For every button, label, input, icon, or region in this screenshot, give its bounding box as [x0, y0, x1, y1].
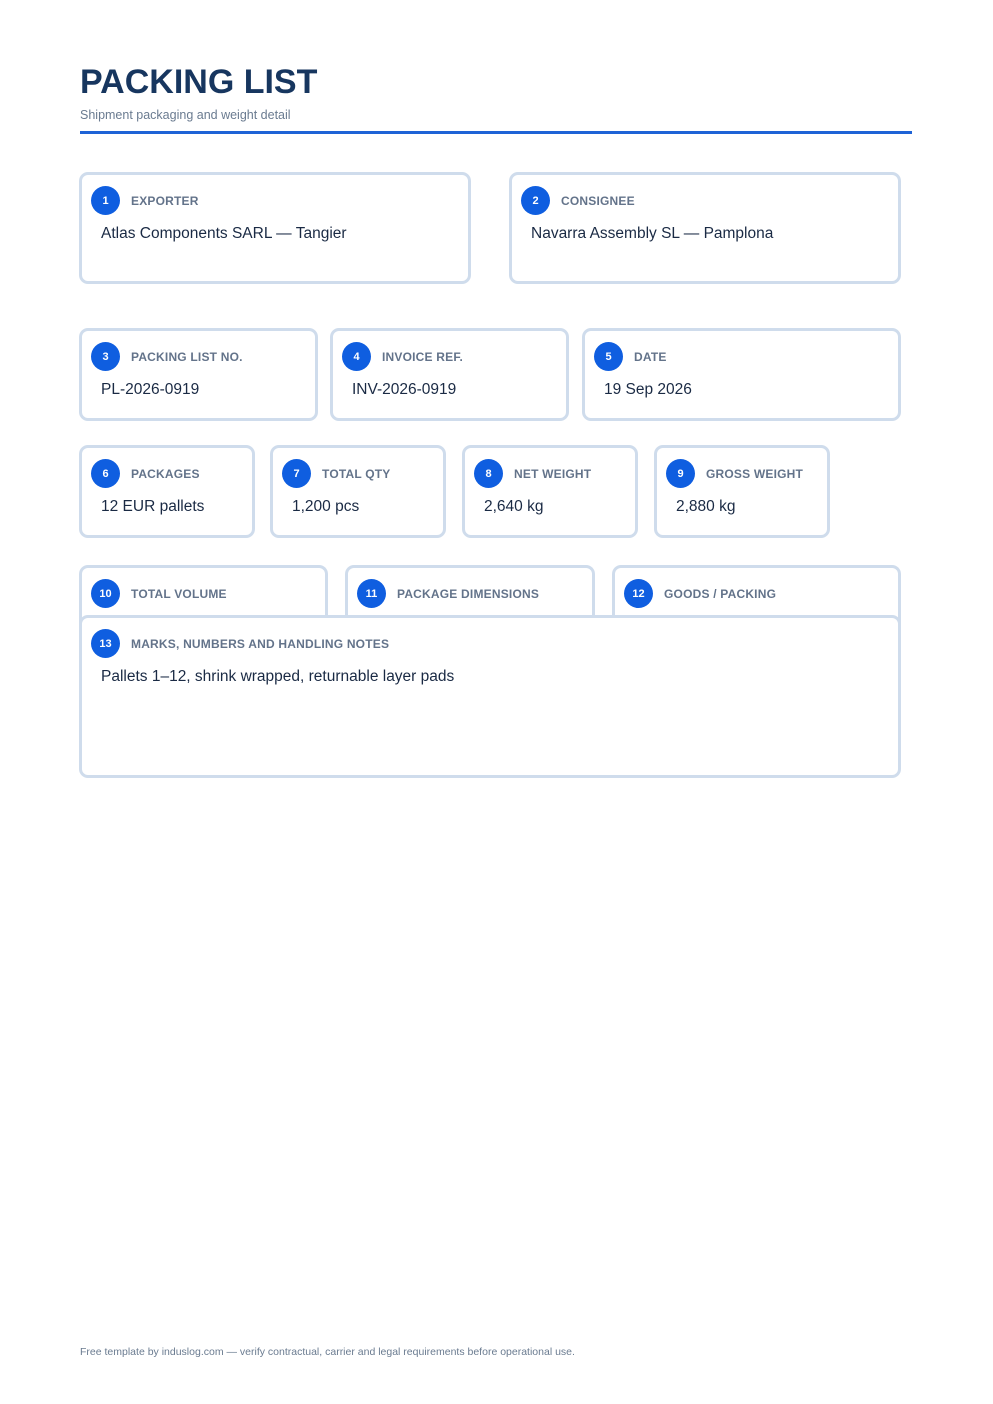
field-number-badge: 5 — [594, 342, 623, 371]
field-number-badge: 1 — [91, 186, 120, 215]
field-number-badge: 4 — [342, 342, 371, 371]
field-packages[interactable] — [79, 445, 255, 538]
field-label: GROSS WEIGHT — [706, 467, 804, 481]
field-label: INVOICE REF. — [382, 350, 464, 364]
field-value: 12 EUR pallets — [101, 498, 205, 515]
field-net-weight[interactable] — [462, 445, 638, 538]
field-value: 2,640 kg — [484, 498, 544, 515]
field-label: NET WEIGHT — [514, 467, 592, 481]
field-consignee[interactable] — [509, 172, 901, 284]
field-date[interactable] — [582, 328, 901, 421]
field-value: Pallets 1–12, shrink wrapped, returnable layer pads — [101, 668, 455, 685]
field-total-qty[interactable] — [270, 445, 446, 538]
field-number-badge: 8 — [474, 459, 503, 488]
header-divider — [80, 131, 912, 134]
field-number-badge: 2 — [521, 186, 550, 215]
field-label: EXPORTER — [131, 194, 199, 208]
field-value: PL-2026-0919 — [101, 381, 200, 398]
field-label: CONSIGNEE — [561, 194, 635, 208]
field-label: PACKING LIST NO. — [131, 350, 243, 364]
document-subtitle: Shipment packaging and weight detail — [80, 108, 291, 122]
field-number-badge: 6 — [91, 459, 120, 488]
field-packing-list-no[interactable] — [79, 328, 318, 421]
document-title: PACKING LIST — [80, 63, 318, 101]
field-number-badge: 12 — [624, 579, 653, 608]
field-value: INV-2026-0919 — [352, 381, 457, 398]
field-number-badge: 3 — [91, 342, 120, 371]
field-value: 19 Sep 2026 — [604, 381, 692, 398]
field-value: Atlas Components SARL — Tangier — [101, 225, 347, 242]
field-number-badge: 9 — [666, 459, 695, 488]
field-marks-handling-notes[interactable] — [79, 615, 901, 778]
field-value: Navarra Assembly SL — Pamplona — [531, 225, 774, 242]
field-number-badge: 10 — [91, 579, 120, 608]
field-label: TOTAL VOLUME — [131, 587, 227, 601]
field-number-badge: 13 — [91, 629, 120, 658]
field-number-badge: 7 — [282, 459, 311, 488]
field-label: PACKAGE DIMENSIONS — [397, 587, 540, 601]
field-value: 2,880 kg — [676, 498, 736, 515]
field-number-badge: 11 — [357, 579, 386, 608]
field-label: MARKS, NUMBERS AND HANDLING NOTES — [131, 637, 390, 651]
field-label: TOTAL QTY — [322, 467, 391, 481]
field-label: GOODS / PACKING — [664, 587, 777, 601]
field-invoice-ref[interactable] — [330, 328, 569, 421]
field-label: DATE — [634, 350, 667, 364]
field-label: PACKAGES — [131, 467, 200, 481]
field-gross-weight[interactable] — [654, 445, 830, 538]
footer-disclaimer: Free template by induslog.com — verify contractual, carrier and legal requirements before operational use. — [80, 1346, 575, 1358]
field-value: 1,200 pcs — [292, 498, 360, 515]
field-exporter[interactable] — [79, 172, 471, 284]
